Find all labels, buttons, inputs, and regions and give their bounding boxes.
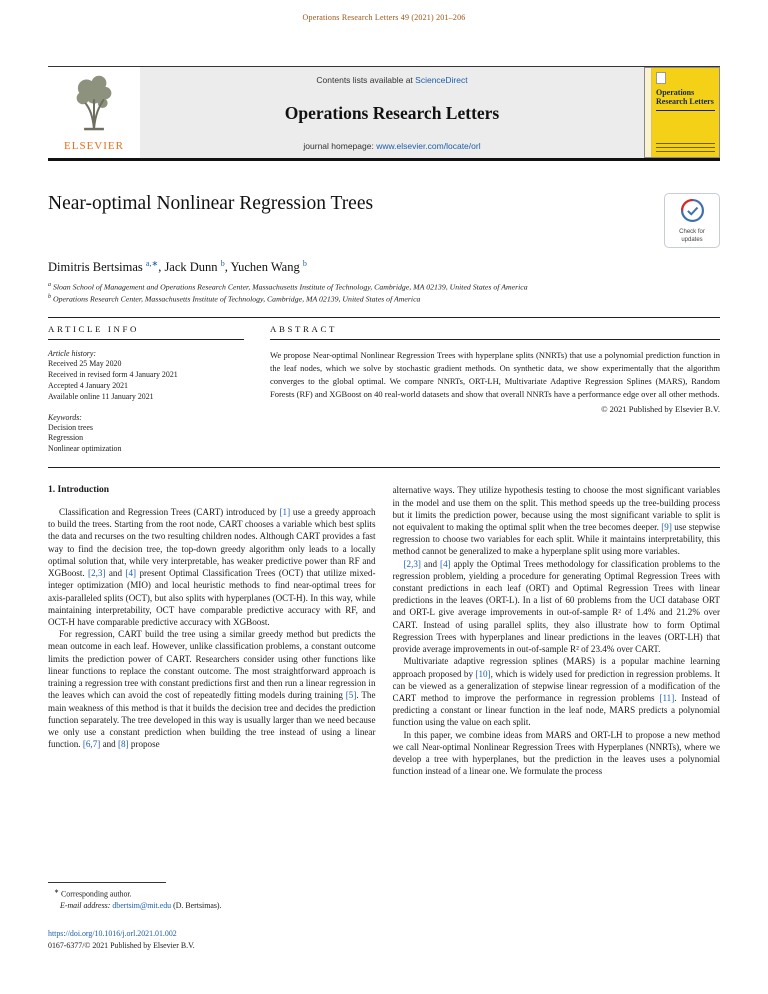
citation-ref[interactable]: [6,7] (82, 739, 101, 750)
citation-ref[interactable]: [5] (345, 690, 357, 701)
article-info-column (48, 318, 244, 455)
header-divider (48, 158, 720, 161)
body-left-column (48, 484, 376, 952)
body-paragraph: For regression, CART build the tree using a similar greedy method but predicts the mean outcome in each leaf. However, unlike classification problems, a constant outcome limits the prediction power of CART. Researchers consider using other functions like linear functions to replace the constant outcome. The most straightforward approach is training a regression tree with constant predictions first and then run a linear regression in the leaves which can avoid the cost of repeatedly fitting models during training [5]. The main weakness of this method is that it builds the decision tree and decides the prediction function separately. The tree developed in this way is usually larger than we need because we only use a constant prediction when building the tree instead of using a linear function. [6,7] and [8] propose (48, 629, 376, 750)
keyword-item: Nonlinear optimization (48, 444, 122, 454)
cover-elsevier-mini-logo-icon (656, 72, 666, 84)
footnote-star: ∗ (54, 889, 60, 896)
body-paragraph: Multivariate adaptive regression splines (MARS) is a popular machine learning approach proposed by [10], which is widely used for prediction in regression problems. It can be viewed as a generalization of stepwise linear regression of a modification of the CART method to improve the performance in regression problems [11]. Instead of predicting a constant or linear function in the leaf node, MARS predicts a polynomial function using the value on each split. (392, 656, 720, 728)
abstract-column (270, 318, 720, 455)
footnote-block (48, 882, 376, 912)
cover-rule (656, 110, 715, 111)
email-link[interactable]: dbertsim@mit.edu (112, 901, 172, 911)
sciencedirect-link[interactable]: ScienceDirect (415, 75, 468, 85)
citation-ref[interactable]: [4] (440, 558, 451, 569)
corresponding-author-note (48, 888, 376, 900)
elsevier-wordmark: ELSEVIER (64, 140, 124, 152)
corresponding-author-text: Corresponding author. (59, 889, 132, 899)
journal-cover-thumbnail (644, 67, 720, 158)
keyword-item: Decision trees (48, 422, 93, 432)
keyword-item: Regression (48, 433, 84, 443)
body-right-column (393, 484, 721, 952)
issn-copyright-line: 0167-6377/© 2021 Published by Elsevier B.V. (48, 941, 195, 951)
title-row (48, 193, 720, 248)
authors-line: Dimitris Bertsimas $^{a,∗}$, Jack Dunn $^b$, Yuchen Wang $^b$ (48, 259, 307, 275)
badge-line1: Check for (679, 229, 705, 235)
citation-ref[interactable]: [11] (659, 693, 675, 703)
journal-banner (140, 67, 644, 158)
abstract-text: We propose Near-optimal Nonlinear Regression Trees with hyperplane splits (NNRTs) that use a polynomial prediction function in the leaf nodes, which we solve by stochastic gradient methods. On synthetic data, we show experimentally that the algorithm converges to the global optimal. We compare NNRTs, ORT-LH, Multivariate Adaptive Regression Splines (MARS), Random Forests (RF) and XGBoost on 40 real-world datasets and show that overall NNRTs have a performance edge over all other methods. (270, 349, 720, 399)
footnote-divider (48, 882, 166, 883)
homepage-line (303, 141, 480, 151)
citation-ref[interactable]: [2,3] (88, 568, 106, 579)
doi-block (48, 928, 376, 953)
abstract-copyright: © 2021 Published by Elsevier B.V. (601, 403, 720, 414)
author-affiliation-sup: b (220, 259, 225, 268)
badge-line2: updates (681, 236, 703, 243)
contents-line (316, 75, 467, 85)
author-name: Dimitris Bertsimas (48, 260, 143, 275)
journal-header (48, 66, 720, 158)
history-item: Received 25 May 2020 (48, 358, 122, 368)
article-info-header: ARTICLE INFO (48, 318, 244, 340)
author-name: Yuchen Wang (230, 260, 300, 275)
affiliation-line: $^a$ Sloan School of Management and Operations Research Center, Massachusetts Institute of Technology, Cambridge, MA 02139, United States of America (48, 282, 528, 292)
keywords-label: Keywords: (48, 412, 82, 422)
article-history-label: Article history: (48, 348, 96, 358)
citation-ref[interactable]: [10] (475, 668, 491, 679)
contents-line-prefix: Contents lists available at (316, 75, 416, 85)
author-affiliation-sup: b (302, 259, 307, 268)
email-suffix: (D. Bertsimas). (171, 901, 222, 911)
citation-ref[interactable]: [2,3] (403, 558, 421, 569)
history-item: Accepted 4 January 2021 (48, 380, 128, 390)
check-for-updates-badge[interactable] (664, 193, 720, 248)
email-note (48, 900, 376, 911)
author-affiliation-sup: a,∗ (145, 259, 159, 268)
cover-decoration-lines (656, 140, 715, 152)
affiliations (48, 281, 720, 305)
body-paragraph: [2,3] and [4] apply the Optimal Trees methodology for classification problems to the regression problem, yielding a procedure for generating Optimal Regression Trees with constant predictions in each leaf (ORT) and Optimal Regression Trees with linear predictions in the leaves (ORT-L). In a list of 60 problems from the UCI database ORT and ORT-L give average improvements in out-of-sample R² of 1.4% and 21.2% over CART. Instead of using parallel splits, they also illustrate how to form Optimal Regression Trees with hyperplanes and linear predictions in the leaves (ORT-LH) that provide average improvements in out-of-sample R² of 23.4% over CART. (392, 558, 720, 655)
running-head-citation: Operations Research Letters 49 (2021) 201–206 (302, 13, 466, 22)
citation-ref[interactable]: [4] (125, 568, 137, 579)
journal-homepage-link[interactable]: www.elsevier.com/locate/orl (376, 141, 481, 151)
body-paragraph: In this paper, we combine ideas from MARS and ORT-LH to propose a new method we call Near-optimal Nonlinear Regression Trees with Hyperplanes (NNRTs), where we develop a tree with hyperplanes, but the prediction in the leaves uses a polynomial function instead of a linear one. We formulate the process (392, 729, 720, 777)
article-history-list (48, 359, 244, 403)
cover-title: Operations Research Letters (656, 88, 714, 106)
article-body (48, 484, 720, 952)
citation-ref[interactable]: [1] (279, 507, 291, 518)
author-name: Jack Dunn (164, 260, 218, 275)
elsevier-logo (48, 67, 140, 158)
history-item: Available online 11 January 2021 (48, 391, 154, 401)
check-for-updates-label (667, 229, 717, 244)
crossmark-icon (680, 210, 705, 227)
abstract-header: ABSTRACT (270, 318, 720, 340)
affiliation-line: $^b$ Operations Research Center, Massachusetts Institute of Technology, Cambridge, MA 02139, United States of America (48, 294, 421, 304)
homepage-prefix: journal homepage: (303, 141, 377, 151)
cover-body (652, 68, 719, 157)
cover-spine (645, 68, 652, 157)
elsevier-tree-icon (68, 72, 120, 139)
article-info-abstract-section (48, 317, 720, 468)
left-paragraphs (48, 506, 376, 750)
doi-link[interactable]: https://doi.org/10.1016/j.orl.2021.01.002 (48, 928, 177, 938)
citation-ref[interactable]: [9] (661, 521, 672, 532)
journal-title: Operations Research Letters (284, 102, 500, 123)
body-paragraph: alternative ways. They utilize hypothesis testing to choose the most significant variables in the model and use them on the split. This method speeds up the tree-building process but it limits the prediction power, because using the most significant variable to split is not equivalent to making the optimal split when the tree becomes deeper. [9] use stepwise regression to choose two variables for each split. While it maintains interpretability, this method cannot be generalized to make a hyperplane split using more variables. (392, 485, 720, 557)
citation-ref[interactable]: [8] (117, 739, 129, 750)
body-paragraph: Classification and Regression Trees (CART) introduced by [1] use a greedy approach to build the trees. Starting from the root node, CART chooses a variable which best splits the data and recurses on the two resulting children nodes. Although CART provides a fast way to find the decision tree, the top-down greedy algorithm only leads to a locally optimal solution that, while very interpretable, has weaker predictive power than RF and XGBoost. [2,3] and [4] present Optimal Classification Trees (OCT) that utilize mixed-integer optimization (MIO) and local heuristic methods to find near-optimal trees for axis-paralleled splits (OCT), but also splits with hyperplanes (OCT-H). In this way, while maintaining interpretability, OCT have comparable predictive accuracy with RF, and OCT-H have comparable predictive accuracy with XGBoost. (48, 507, 376, 628)
history-item: Received in revised form 4 January 2021 (48, 369, 178, 379)
section-heading-introduction: 1. Introduction (48, 485, 110, 496)
email-label: E-mail address: (60, 901, 111, 911)
keywords-list (48, 423, 244, 456)
article-title: Near-optimal Nonlinear Regression Trees (48, 193, 374, 214)
